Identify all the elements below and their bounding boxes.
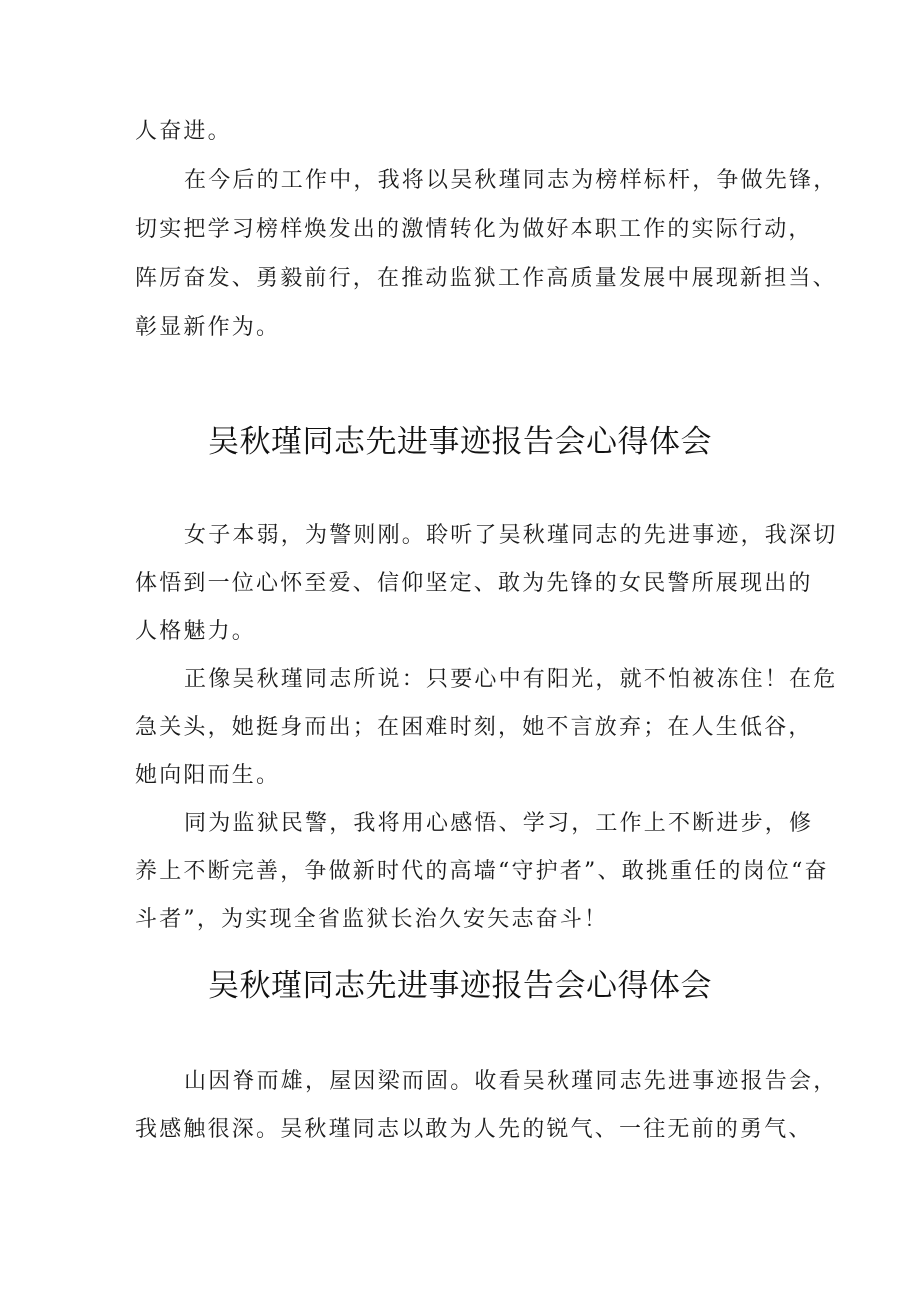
paragraph-line: 急关头，她挺身而出；在困难时刻，她不言放弃；在人生低谷， [135,715,813,740]
paragraph-line: 女子本弱，为警则刚。聆听了吴秋瑾同志的先进事迹，我深切 [184,523,838,548]
paragraph-line: 山因脊而雄，屋因梁而固。收看吴秋瑾同志先进事迹报告会， [184,1069,838,1094]
paragraph-line: 切实把学习榜样焕发出的激情转化为做好本职工作的实际行动， [135,217,813,242]
section-title: 吴秋瑾同志先进事迹报告会心得体会 [208,968,712,1004]
paragraph-line: 她向阳而生。 [135,763,281,788]
paragraph-line: 人格魅力。 [135,619,257,644]
paragraph-line: 养上不断完善，争做新时代的高墙“守护者”、敢挑重任的岗位“奋 [135,859,829,884]
paragraph-line: 正像吴秋瑾同志所说：只要心中有阳光，就不怕被冻住！在危 [184,667,838,692]
paragraph-line: 我感触很深。吴秋瑾同志以敢为人先的锐气、一往无前的勇气、 [135,1117,813,1142]
paragraph-line: 体悟到一位心怀至爱、信仰坚定、敢为先锋的女民警所展现出的 [135,571,813,596]
paragraph-line: 斗者”，为实现全省监狱长治久安矢志奋斗！ [135,907,609,932]
paragraph-line: 在今后的工作中，我将以吴秋瑾同志为榜样标杆，争做先锋， [184,168,838,193]
paragraph-line: 阵厉奋发、勇毅前行，在推动监狱工作高质量发展中展现新担当、 [135,266,837,291]
paragraph-line: 人奋进。 [135,119,232,144]
paragraph-line: 同为监狱民警，我将用心感悟、学习，工作上不断进步，修 [184,811,814,836]
section-title: 吴秋瑾同志先进事迹报告会心得体会 [208,424,712,460]
paragraph-line: 彰显新作为。 [135,315,281,340]
